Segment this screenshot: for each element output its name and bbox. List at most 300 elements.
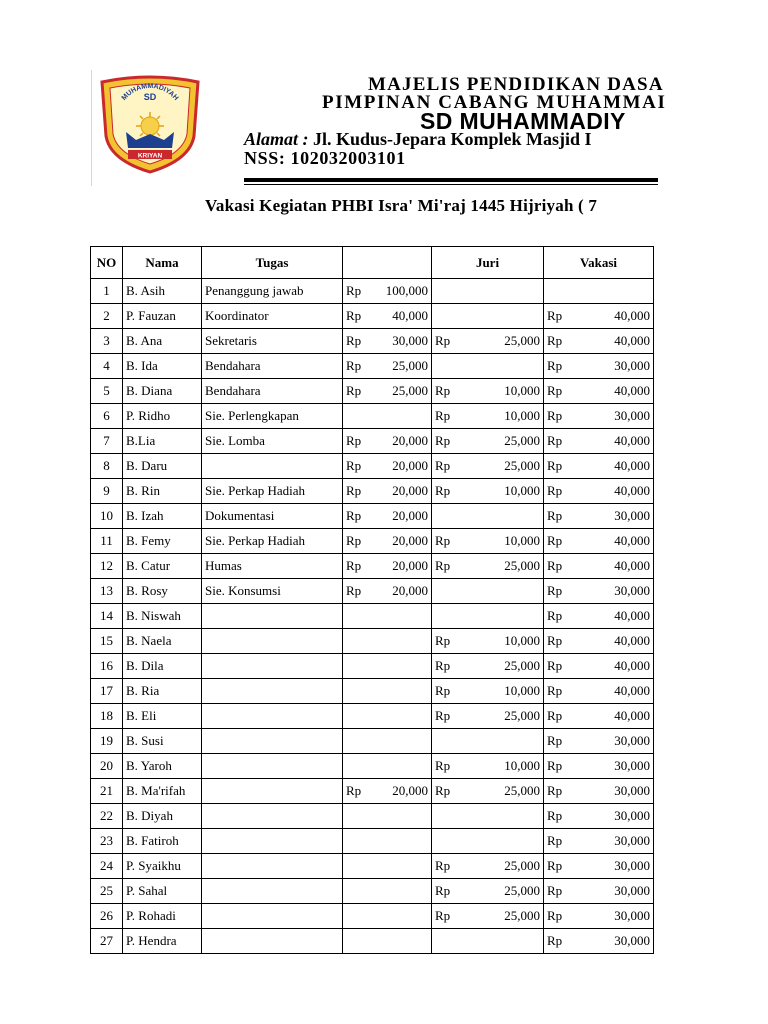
- cell-no: 20: [91, 754, 123, 779]
- currency-label: Rp: [547, 883, 563, 898]
- cell-no: 23: [91, 829, 123, 854]
- table-row: [91, 479, 654, 504]
- amount-value: 10,000: [504, 408, 540, 423]
- amount-value: 25,000: [504, 558, 540, 573]
- amount-value: 10,000: [504, 533, 540, 548]
- cell-vakasi: [544, 904, 654, 929]
- table-row: [91, 854, 654, 879]
- cell-juri: [432, 854, 544, 879]
- cell-juri: [432, 779, 544, 804]
- cell-nama: P. Rohadi: [123, 904, 202, 929]
- cell-tugas: Sie. Perkap Hadiah: [202, 529, 343, 554]
- cell-vakasi: [544, 329, 654, 354]
- currency-label: Rp: [547, 508, 563, 523]
- header-juri: Juri: [432, 247, 544, 279]
- cell-nama: P. Hendra: [123, 929, 202, 954]
- cell-tugas: Humas: [202, 554, 343, 579]
- currency-label: Rp: [435, 658, 451, 673]
- cell-vakasi: [544, 504, 654, 529]
- amount-value: 10,000: [504, 683, 540, 698]
- amount-value: 30,000: [614, 833, 650, 848]
- cell-honor: [343, 329, 432, 354]
- amount-value: 30,000: [614, 758, 650, 773]
- cell-honor: [343, 879, 432, 904]
- cell-nama: B. Rosy: [123, 579, 202, 604]
- currency-label: Rp: [435, 783, 451, 798]
- cell-no: 21: [91, 779, 123, 804]
- amount-value: 100,000: [385, 283, 428, 298]
- cell-nama: B. Fatiroh: [123, 829, 202, 854]
- cell-no: 8: [91, 454, 123, 479]
- table-row: [91, 529, 654, 554]
- cell-vakasi: [544, 404, 654, 429]
- cell-tugas: [202, 729, 343, 754]
- cell-nama: B. Rin: [123, 479, 202, 504]
- currency-label: Rp: [346, 308, 362, 323]
- table-row: [91, 354, 654, 379]
- cell-juri: [432, 504, 544, 529]
- amount-value: 40,000: [392, 308, 428, 323]
- amount-value: 40,000: [614, 633, 650, 648]
- currency-label: Rp: [547, 308, 563, 323]
- cell-tugas: [202, 654, 343, 679]
- cell-honor: [343, 504, 432, 529]
- amount-value: 10,000: [504, 633, 540, 648]
- cell-vakasi: [544, 829, 654, 854]
- header-blank: [343, 247, 432, 279]
- cell-no: 14: [91, 604, 123, 629]
- currency-label: Rp: [346, 483, 362, 498]
- cell-tugas: [202, 854, 343, 879]
- amount-value: 30,000: [392, 333, 428, 348]
- cell-tugas: Sekretaris: [202, 329, 343, 354]
- address-text: Jl. Kudus-Jepara Komplek Masjid I: [308, 129, 592, 149]
- cell-tugas: [202, 929, 343, 954]
- letterhead: [0, 0, 768, 190]
- cell-honor: [343, 904, 432, 929]
- cell-no: 17: [91, 679, 123, 704]
- currency-label: Rp: [547, 708, 563, 723]
- cell-no: 10: [91, 504, 123, 529]
- cell-no: 5: [91, 379, 123, 404]
- cell-nama: B.Lia: [123, 429, 202, 454]
- cell-no: 16: [91, 654, 123, 679]
- cell-juri: [432, 754, 544, 779]
- currency-label: Rp: [435, 533, 451, 548]
- cell-juri: [432, 304, 544, 329]
- cell-nama: B. Susi: [123, 729, 202, 754]
- cell-tugas: [202, 804, 343, 829]
- currency-label: Rp: [435, 558, 451, 573]
- cell-tugas: [202, 829, 343, 854]
- cell-vakasi: [544, 729, 654, 754]
- cell-tugas: [202, 704, 343, 729]
- cell-vakasi: [544, 354, 654, 379]
- cell-juri: [432, 279, 544, 304]
- currency-label: Rp: [435, 633, 451, 648]
- amount-value: 40,000: [614, 333, 650, 348]
- cell-vakasi: [544, 654, 654, 679]
- cell-nama: B. Diana: [123, 379, 202, 404]
- cell-nama: B. Daru: [123, 454, 202, 479]
- amount-value: 20,000: [392, 458, 428, 473]
- cell-juri: [432, 629, 544, 654]
- cell-tugas: Sie. Perkap Hadiah: [202, 479, 343, 504]
- cell-vakasi: [544, 454, 654, 479]
- amount-value: 30,000: [614, 358, 650, 373]
- letterhead-address: [244, 129, 592, 150]
- cell-juri: [432, 829, 544, 854]
- cell-tugas: Bendahara: [202, 354, 343, 379]
- amount-value: 40,000: [614, 433, 650, 448]
- currency-label: Rp: [547, 358, 563, 373]
- cell-no: 6: [91, 404, 123, 429]
- cell-vakasi: [544, 754, 654, 779]
- currency-label: Rp: [547, 633, 563, 648]
- amount-value: 25,000: [504, 458, 540, 473]
- currency-label: Rp: [547, 533, 563, 548]
- cell-honor: [343, 804, 432, 829]
- document-title: Vakasi Kegiatan PHBI Isra' Mi'raj 1445 Hijriyah ( 7: [205, 196, 598, 215]
- currency-label: Rp: [435, 458, 451, 473]
- amount-value: 40,000: [614, 608, 650, 623]
- cell-nama: B. Ria: [123, 679, 202, 704]
- header-vakasi: Vakasi: [544, 247, 654, 279]
- currency-label: Rp: [547, 933, 563, 948]
- amount-value: 40,000: [614, 658, 650, 673]
- amount-value: 40,000: [614, 558, 650, 573]
- letterhead-rule: [244, 178, 658, 182]
- cell-honor: [343, 579, 432, 604]
- cell-no: 27: [91, 929, 123, 954]
- cell-juri: [432, 804, 544, 829]
- amount-value: 25,000: [504, 858, 540, 873]
- cell-honor: [343, 929, 432, 954]
- table-row: [91, 554, 654, 579]
- amount-value: 20,000: [392, 533, 428, 548]
- cell-honor: [343, 704, 432, 729]
- cell-juri: [432, 479, 544, 504]
- cell-nama: B. Eli: [123, 704, 202, 729]
- cell-juri: [432, 604, 544, 629]
- table-row: [91, 804, 654, 829]
- cell-tugas: Dokumentasi: [202, 504, 343, 529]
- cell-juri: [432, 904, 544, 929]
- currency-label: Rp: [435, 858, 451, 873]
- cell-honor: [343, 854, 432, 879]
- currency-label: Rp: [435, 683, 451, 698]
- currency-label: Rp: [346, 433, 362, 448]
- vakasi-table: [90, 246, 654, 954]
- currency-label: Rp: [346, 558, 362, 573]
- currency-label: Rp: [435, 333, 451, 348]
- cell-nama: P. Sahal: [123, 879, 202, 904]
- currency-label: Rp: [547, 483, 563, 498]
- cell-vakasi: [544, 279, 654, 304]
- currency-label: Rp: [346, 383, 362, 398]
- cell-tugas: Koordinator: [202, 304, 343, 329]
- cell-vakasi: [544, 779, 654, 804]
- cell-vakasi: [544, 704, 654, 729]
- cell-no: 12: [91, 554, 123, 579]
- currency-label: Rp: [547, 808, 563, 823]
- amount-value: 20,000: [392, 583, 428, 598]
- amount-value: 10,000: [504, 483, 540, 498]
- cell-no: 3: [91, 329, 123, 354]
- amount-value: 25,000: [392, 358, 428, 373]
- cell-nama: B. Naela: [123, 629, 202, 654]
- amount-value: 20,000: [392, 558, 428, 573]
- currency-label: Rp: [547, 558, 563, 573]
- cell-juri: [432, 729, 544, 754]
- currency-label: Rp: [547, 758, 563, 773]
- amount-value: 20,000: [392, 483, 428, 498]
- amount-value: 40,000: [614, 383, 650, 398]
- cell-vakasi: [544, 429, 654, 454]
- cell-no: 11: [91, 529, 123, 554]
- currency-label: Rp: [435, 883, 451, 898]
- cell-juri: [432, 554, 544, 579]
- amount-value: 20,000: [392, 783, 428, 798]
- cell-honor: [343, 429, 432, 454]
- table-row: [91, 404, 654, 429]
- currency-label: Rp: [547, 733, 563, 748]
- cell-juri: [432, 529, 544, 554]
- amount-value: 30,000: [614, 908, 650, 923]
- cell-nama: B. Ida: [123, 354, 202, 379]
- letterhead-line-1: MAJELIS PENDIDIKAN DASA: [368, 74, 664, 95]
- cell-honor: [343, 679, 432, 704]
- cell-nama: B. Izah: [123, 504, 202, 529]
- header-nama: Nama: [123, 247, 202, 279]
- cell-honor: [343, 279, 432, 304]
- cell-no: 1: [91, 279, 123, 304]
- cell-nama: P. Ridho: [123, 404, 202, 429]
- cell-tugas: Bendahara: [202, 379, 343, 404]
- table-row: [91, 654, 654, 679]
- cell-nama: B. Femy: [123, 529, 202, 554]
- cell-no: 19: [91, 729, 123, 754]
- cell-vakasi: [544, 604, 654, 629]
- cell-no: 2: [91, 304, 123, 329]
- amount-value: 20,000: [392, 508, 428, 523]
- cell-juri: [432, 579, 544, 604]
- currency-label: Rp: [435, 758, 451, 773]
- table-row: [91, 679, 654, 704]
- cell-honor: [343, 829, 432, 854]
- table-row: [91, 504, 654, 529]
- table-row: [91, 879, 654, 904]
- cell-tugas: [202, 754, 343, 779]
- cell-vakasi: [544, 629, 654, 654]
- amount-value: 30,000: [614, 783, 650, 798]
- amount-value: 30,000: [614, 858, 650, 873]
- cell-vakasi: [544, 929, 654, 954]
- cell-honor: [343, 729, 432, 754]
- cell-honor: [343, 404, 432, 429]
- cell-vakasi: [544, 804, 654, 829]
- cell-tugas: Sie. Lomba: [202, 429, 343, 454]
- cell-honor: [343, 454, 432, 479]
- cell-tugas: Sie. Perlengkapan: [202, 404, 343, 429]
- cell-honor: [343, 529, 432, 554]
- cell-tugas: [202, 604, 343, 629]
- cell-nama: P. Syaikhu: [123, 854, 202, 879]
- currency-label: Rp: [435, 383, 451, 398]
- cell-tugas: [202, 879, 343, 904]
- cell-no: 4: [91, 354, 123, 379]
- currency-label: Rp: [346, 508, 362, 523]
- cell-honor: [343, 354, 432, 379]
- cell-no: 24: [91, 854, 123, 879]
- cell-juri: [432, 679, 544, 704]
- amount-value: 40,000: [614, 683, 650, 698]
- currency-label: Rp: [547, 333, 563, 348]
- header-no: NO: [91, 247, 123, 279]
- currency-label: Rp: [346, 533, 362, 548]
- cell-no: 15: [91, 629, 123, 654]
- cell-no: 7: [91, 429, 123, 454]
- cell-vakasi: [544, 854, 654, 879]
- cell-nama: B. Ana: [123, 329, 202, 354]
- currency-label: Rp: [547, 383, 563, 398]
- currency-label: Rp: [547, 683, 563, 698]
- currency-label: Rp: [547, 458, 563, 473]
- cell-vakasi: [544, 529, 654, 554]
- table-row: [91, 704, 654, 729]
- cell-nama: B. Asih: [123, 279, 202, 304]
- currency-label: Rp: [435, 433, 451, 448]
- table-row: [91, 629, 654, 654]
- amount-value: 25,000: [504, 908, 540, 923]
- cell-vakasi: [544, 879, 654, 904]
- currency-label: Rp: [547, 658, 563, 673]
- currency-label: Rp: [346, 283, 362, 298]
- table-row: [91, 429, 654, 454]
- cell-nama: B. Diyah: [123, 804, 202, 829]
- cell-honor: [343, 629, 432, 654]
- logo-top-text: SD: [143, 92, 157, 102]
- address-label: Alamat :: [244, 129, 309, 149]
- amount-value: 10,000: [504, 383, 540, 398]
- cell-tugas: [202, 629, 343, 654]
- letterhead-rule-thin: [244, 184, 658, 185]
- cell-tugas: [202, 904, 343, 929]
- table-row: [91, 779, 654, 804]
- table-row: [91, 304, 654, 329]
- cell-no: 22: [91, 804, 123, 829]
- currency-label: Rp: [547, 908, 563, 923]
- cell-nama: B. Yaroh: [123, 754, 202, 779]
- amount-value: 30,000: [614, 933, 650, 948]
- table-row: [91, 754, 654, 779]
- currency-label: Rp: [435, 408, 451, 423]
- amount-value: 30,000: [614, 883, 650, 898]
- currency-label: Rp: [346, 458, 362, 473]
- amount-value: 25,000: [504, 433, 540, 448]
- amount-value: 40,000: [614, 458, 650, 473]
- cell-tugas: [202, 454, 343, 479]
- currency-label: Rp: [547, 583, 563, 598]
- cell-juri: [432, 429, 544, 454]
- table-row: [91, 279, 654, 304]
- amount-value: 30,000: [614, 808, 650, 823]
- cell-juri: [432, 379, 544, 404]
- amount-value: 40,000: [614, 533, 650, 548]
- cell-no: 18: [91, 704, 123, 729]
- table-row: [91, 904, 654, 929]
- amount-value: 20,000: [392, 433, 428, 448]
- currency-label: Rp: [547, 608, 563, 623]
- cell-honor: [343, 304, 432, 329]
- amount-value: 25,000: [504, 708, 540, 723]
- amount-value: 30,000: [614, 408, 650, 423]
- cell-honor: [343, 554, 432, 579]
- amount-value: 30,000: [614, 733, 650, 748]
- cell-juri: [432, 654, 544, 679]
- cell-juri: [432, 454, 544, 479]
- table-row: [91, 604, 654, 629]
- logo-arc-text: MUHAMMADIYAH: [120, 82, 180, 102]
- cell-juri: [432, 879, 544, 904]
- cell-nama: B. Catur: [123, 554, 202, 579]
- cell-honor: [343, 479, 432, 504]
- currency-label: Rp: [346, 358, 362, 373]
- table-row: [91, 579, 654, 604]
- cell-vakasi: [544, 554, 654, 579]
- cell-nama: B. Ma'rifah: [123, 779, 202, 804]
- cell-tugas: [202, 679, 343, 704]
- cell-tugas: Penanggung jawab: [202, 279, 343, 304]
- cell-no: 9: [91, 479, 123, 504]
- cell-honor: [343, 779, 432, 804]
- cell-juri: [432, 354, 544, 379]
- cell-honor: [343, 604, 432, 629]
- letterhead-school-name: SD MUHAMMADIY: [420, 108, 626, 134]
- letterhead-line-2: PIMPINAN CABANG MUHAMMAI: [322, 92, 667, 113]
- currency-label: Rp: [547, 833, 563, 848]
- cell-no: 13: [91, 579, 123, 604]
- cell-juri: [432, 404, 544, 429]
- cell-vakasi: [544, 679, 654, 704]
- cell-no: 26: [91, 904, 123, 929]
- cell-tugas: Sie. Konsumsi: [202, 579, 343, 604]
- table-header-row: [91, 247, 654, 279]
- currency-label: Rp: [547, 408, 563, 423]
- currency-label: Rp: [547, 433, 563, 448]
- currency-label: Rp: [346, 333, 362, 348]
- amount-value: 40,000: [614, 708, 650, 723]
- currency-label: Rp: [547, 783, 563, 798]
- cell-nama: B. Dila: [123, 654, 202, 679]
- currency-label: Rp: [435, 908, 451, 923]
- cell-vakasi: [544, 379, 654, 404]
- table-row: [91, 729, 654, 754]
- table-row: [91, 379, 654, 404]
- currency-label: Rp: [346, 783, 362, 798]
- currency-label: Rp: [435, 483, 451, 498]
- amount-value: 25,000: [504, 333, 540, 348]
- cell-nama: B. Niswah: [123, 604, 202, 629]
- currency-label: Rp: [547, 858, 563, 873]
- amount-value: 30,000: [614, 508, 650, 523]
- table-row: [91, 454, 654, 479]
- amount-value: 30,000: [614, 583, 650, 598]
- cell-vakasi: [544, 479, 654, 504]
- amount-value: 40,000: [614, 483, 650, 498]
- cell-nama: P. Fauzan: [123, 304, 202, 329]
- currency-label: Rp: [346, 583, 362, 598]
